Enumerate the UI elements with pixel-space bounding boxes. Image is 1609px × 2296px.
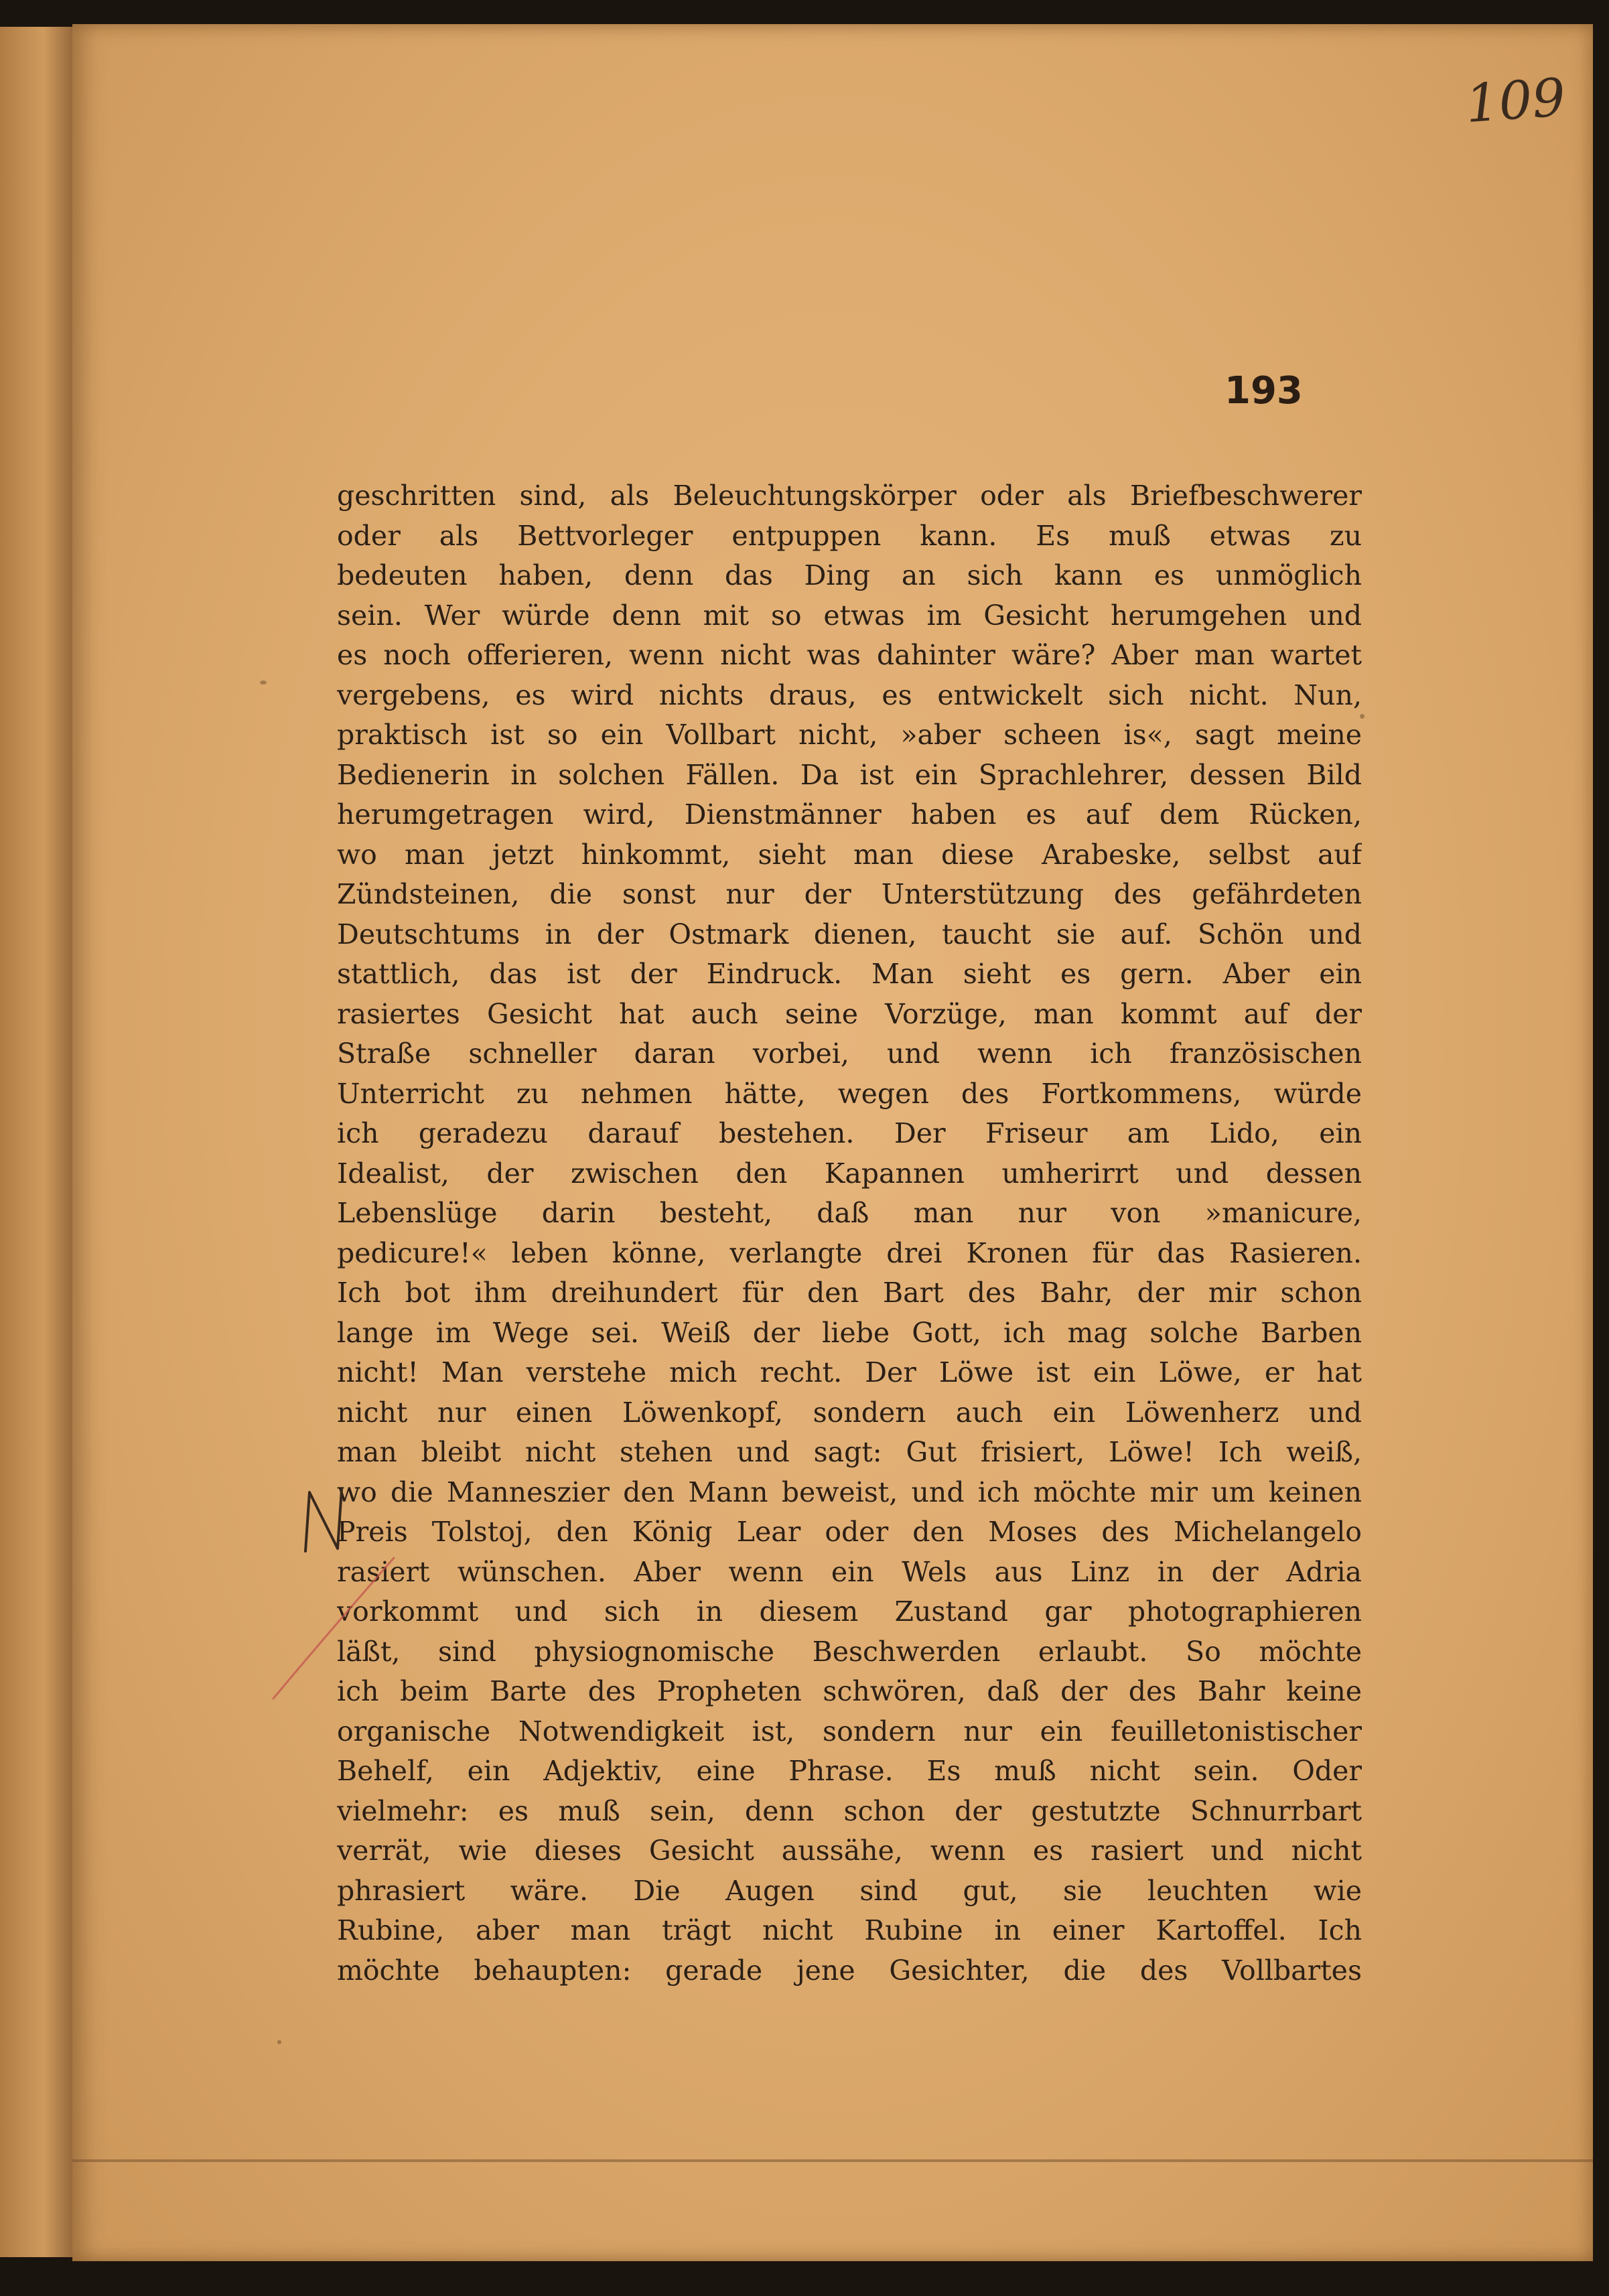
text-line: Deutschtums in der Ostmark dienen, taucht sie auf. Schön und bbox=[337, 918, 1362, 950]
handwritten-folio-number: 109 bbox=[1464, 67, 1567, 135]
text-line: rasiert wünschen. Aber wenn ein Wels aus Linz in der Adria bbox=[337, 1555, 1362, 1588]
text-line: stattlich, das ist der Eindruck. Man sieht es gern. Aber ein bbox=[337, 958, 1362, 990]
text-line: phrasiert wäre. Die Augen sind gut, sie leuchten wie bbox=[337, 1874, 1362, 1907]
text-line: man bleibt nicht stehen und sagt: Gut frisiert, Löwe! Ich weiß, bbox=[337, 1436, 1362, 1468]
text-line: verrät, wie dieses Gesicht aussähe, wenn es rasiert und nicht bbox=[337, 1835, 1362, 1867]
left-page-edge bbox=[0, 27, 81, 2257]
text-line: Preis Tolstoj, den König Lear oder den Moses des Michelangelo bbox=[337, 1516, 1362, 1548]
text-line: vorkommt und sich in diesem Zustand gar photographieren bbox=[337, 1595, 1362, 1628]
text-line: praktisch ist so ein Vollbart nicht, »aber scheen is«, sagt meine bbox=[337, 719, 1362, 751]
text-line: es noch offerieren, wenn nicht was dahinter wäre? Aber man wartet bbox=[337, 639, 1362, 671]
text-line: oder als Bettvorleger entpuppen kann. Es muß etwas zu bbox=[337, 519, 1362, 552]
paper-speck bbox=[277, 2040, 281, 2044]
text-line: bedeuten haben, denn das Ding an sich kann es unmöglich bbox=[337, 559, 1362, 591]
text-line: möchte behaupten: gerade jene Gesichter, die des Vollbartes bbox=[337, 1954, 1362, 1987]
text-line: organische Notwendigkeit ist, sondern nur ein feuilletonistischer bbox=[337, 1715, 1362, 1747]
text-line: läßt, sind physiognomische Beschwerden erlaubt. So möchte bbox=[337, 1635, 1362, 1668]
text-line: Ich bot ihm dreihundert für den Bart des Bahr, der mir schon bbox=[337, 1277, 1362, 1309]
text-line: geschritten sind, als Beleuchtungskörper oder als Briefbeschwerer bbox=[337, 480, 1362, 512]
text-line: Unterricht zu nehmen hätte, wegen des Fortkommens, würde bbox=[337, 1077, 1362, 1110]
text-line: ich beim Barte des Propheten schwören, daß der des Bahr keine bbox=[337, 1675, 1362, 1707]
paper-speck bbox=[1360, 714, 1365, 719]
text-line: wo man jetzt hinkommt, sieht man diese Arabeske, selbst auf bbox=[337, 838, 1362, 871]
body-text bbox=[337, 476, 1362, 1991]
text-line: ich geradezu darauf bestehen. Der Friseur am Lido, ein bbox=[337, 1117, 1362, 1149]
text-line: Behelf, ein Adjektiv, eine Phrase. Es muß nicht sein. Oder bbox=[337, 1755, 1362, 1787]
page-fold-line bbox=[72, 2159, 1593, 2162]
text-line: lange im Wege sei. Weiß der liebe Gott, ich mag solche Barben bbox=[337, 1316, 1362, 1349]
red-pencil-stroke bbox=[267, 1551, 401, 1705]
paper-speck bbox=[260, 680, 267, 685]
text-line: Zündsteinen, die sonst nur der Unterstützung des gefährdeten bbox=[337, 878, 1362, 910]
page bbox=[72, 24, 1593, 2261]
text-line: vielmehr: es muß sein, denn schon der gestutzte Schnurrbart bbox=[337, 1794, 1362, 1827]
text-line: nicht! Man verstehe mich recht. Der Löwe ist ein Löwe, er hat bbox=[337, 1356, 1362, 1388]
text-line: Bedienerin in solchen Fällen. Da ist ein Sprachlehrer, dessen Bild bbox=[337, 758, 1362, 791]
text-line: vergebens, es wird nichts draus, es entwickelt sich nicht. Nun, bbox=[337, 678, 1362, 711]
text-line: rasiertes Gesicht hat auch seine Vorzüge, man kommt auf der bbox=[337, 997, 1362, 1030]
text-line: Straße schneller daran vorbei, und wenn ich französischen bbox=[337, 1037, 1362, 1070]
text-line: pedicure!« leben könne, verlangte drei Kronen für das Rasieren. bbox=[337, 1236, 1362, 1269]
margin-n-mark bbox=[300, 1484, 347, 1558]
text-line: Idealist, der zwischen den Kapannen umherirrt und dessen bbox=[337, 1157, 1362, 1190]
text-line: herumgetragen wird, Dienstmänner haben es auf dem Rücken, bbox=[337, 798, 1362, 831]
text-line: Lebenslüge darin besteht, daß man nur von »manicure, bbox=[337, 1197, 1362, 1229]
text-line: wo die Manneszier den Mann beweist, und ich möchte mir um keinen bbox=[337, 1476, 1362, 1508]
text-line: sein. Wer würde denn mit so etwas im Gesicht herumgehen und bbox=[337, 599, 1362, 632]
text-line: Rubine, aber man trägt nicht Rubine in einer Kartoffel. Ich bbox=[337, 1914, 1362, 1946]
printed-page-number: 193 bbox=[1225, 369, 1303, 413]
text-line: nicht nur einen Löwenkopf, sondern auch ein Löwenherz und bbox=[337, 1396, 1362, 1429]
